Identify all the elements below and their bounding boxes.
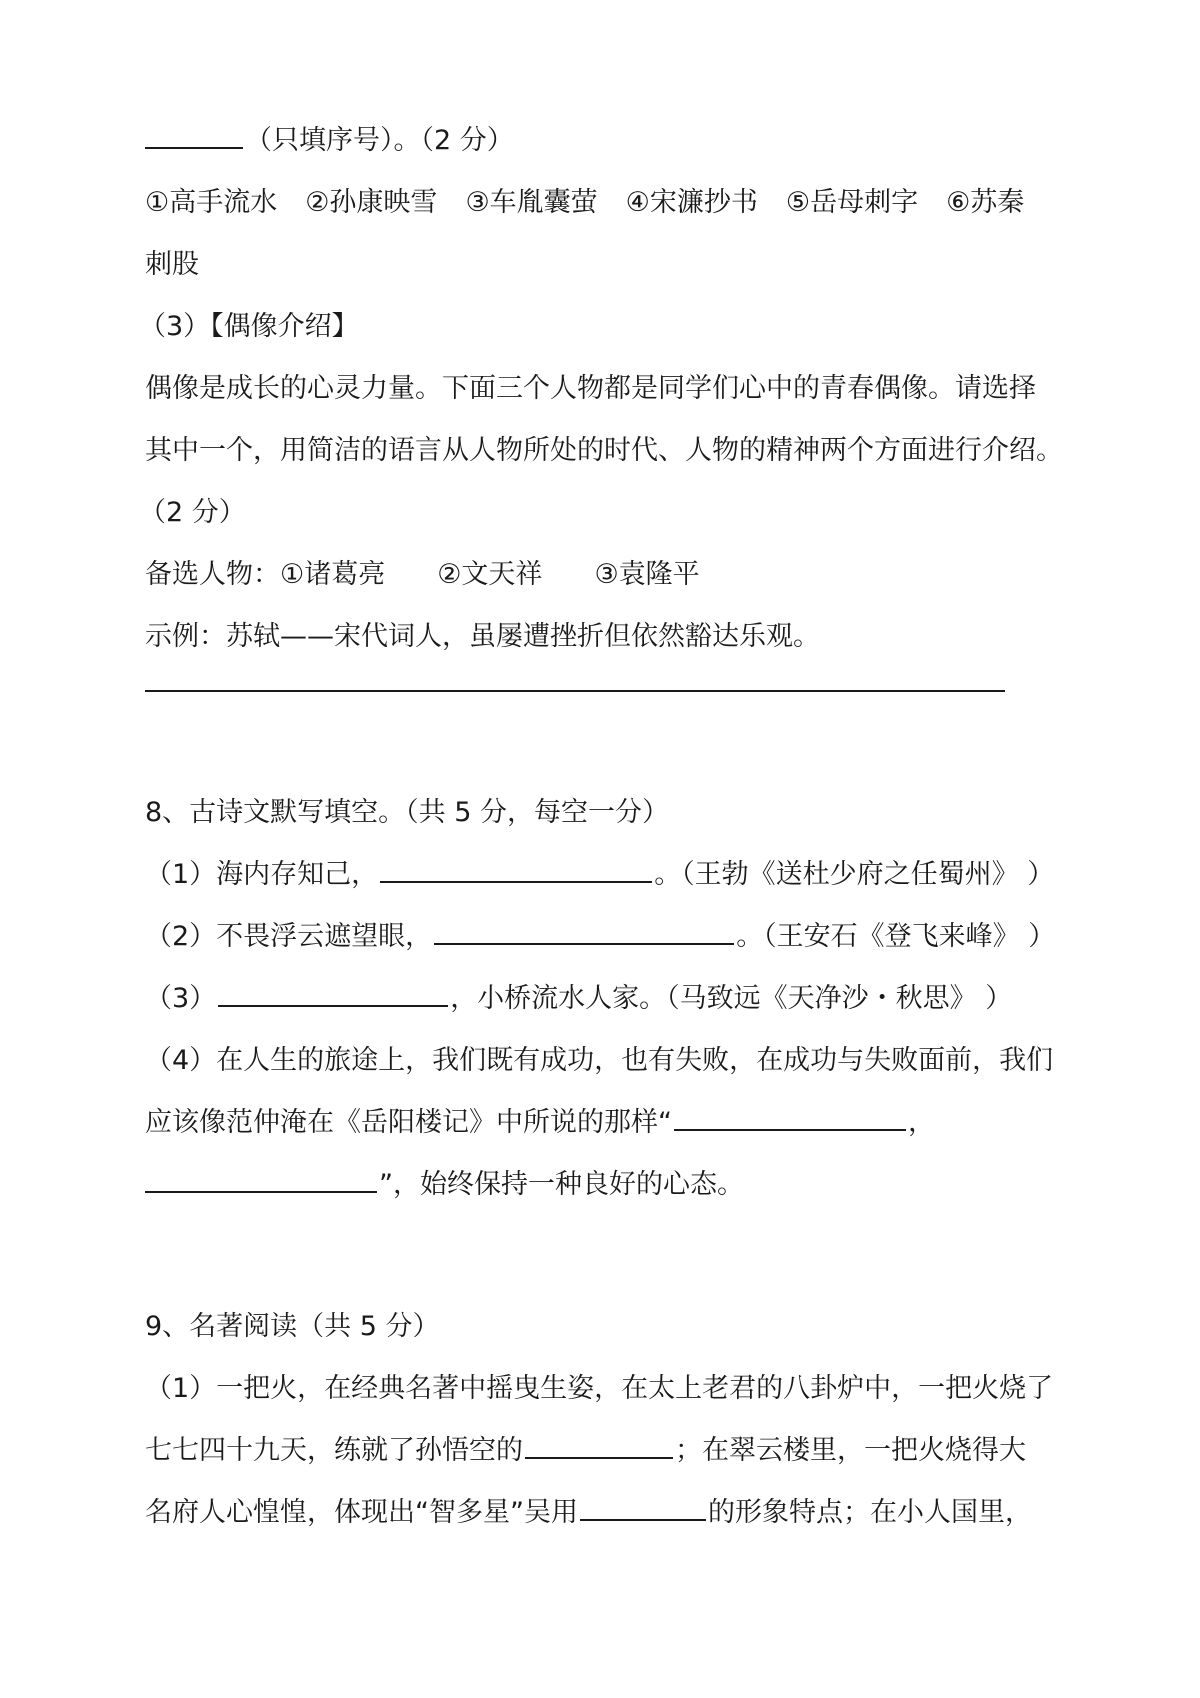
q9-line-2 (145, 1420, 1095, 1482)
q3-heading: （3）【偶像介绍】 (139, 311, 359, 342)
q9-line-3-text: 名府人心惶惶，体现出“智多星”吴用 (145, 1497, 578, 1528)
q9-line-3 (145, 1482, 1095, 1544)
q3-score: （2 分） (139, 497, 246, 528)
blank-answer[interactable] (145, 1165, 377, 1193)
blank-answer[interactable] (145, 121, 243, 149)
candidate-1: ①诸葛亮 (280, 559, 386, 590)
blank-answer[interactable] (434, 917, 734, 945)
comma: ， (908, 1107, 935, 1138)
q8-item-2-text: （2）不畏浮云遮望眼， (145, 921, 433, 952)
q8-item-4: （4）在人生的旅途上，我们既有成功，也有失败，在成功与失败面前，我们 (145, 1045, 1054, 1076)
q3-example: 示例：苏轼——宋代词人，虽屡遭挫折但依然豁达乐观。 (145, 621, 820, 652)
q8-title: 8、古诗文默写填空。（共 5 分，每空一分） (145, 797, 670, 828)
options-line (145, 172, 1095, 234)
blank-answer[interactable] (525, 1431, 673, 1459)
q9-title: 9、名著阅读（共 5 分） (145, 1311, 440, 1342)
option-3: ③车胤囊萤 (465, 187, 598, 218)
q8-item-4-text: 应该像范仲淹在《岳阳楼记》中所说的那样“ (145, 1107, 672, 1138)
q9-line-3-tail: 的形象特点；在小人国里， (707, 1497, 1032, 1528)
blank-answer[interactable] (674, 1103, 906, 1131)
instruction-text: （只填序号）。（2 分） (245, 125, 514, 156)
q3-paragraph-1: 偶像是成长的心灵力量。下面三个人物都是同学们心中的青春偶像。请选择 (145, 373, 1036, 404)
option-4: ④宋濂抄书 (625, 187, 758, 218)
q8-item-3-text: ，小桥流水人家。（马致远《天净沙・秋思》 ） (450, 983, 1013, 1014)
q3-candidates (145, 544, 1095, 606)
line-top (145, 110, 1095, 172)
q8-item-4-tail: ”，始终保持一种良好的心态。 (379, 1169, 744, 1200)
q3-paragraph-2: 其中一个，用简洁的语言从人物所处的时代、人物的精神两个方面进行介绍。 (145, 435, 1063, 466)
q8-item-1 (145, 844, 1095, 906)
blank-answer[interactable] (218, 979, 448, 1007)
option-5: ⑤岳母刺字 (785, 187, 919, 218)
candidate-3: ③袁隆平 (594, 559, 700, 590)
q8-item-4-line-3 (145, 1154, 1095, 1216)
q9-line-2-text: 七七四十九天，练就了孙悟空的 (145, 1435, 523, 1466)
q8-item-4-line-2 (145, 1092, 1095, 1154)
q8-item-2 (145, 906, 1095, 968)
q8-item-2-source: 。（王安石《登飞来峰》 ） (736, 921, 1056, 952)
option-2: ②孙康映雪 (305, 187, 438, 218)
candidate-2: ②文天祥 (437, 559, 543, 590)
q8-item-1-text: （1）海内存知己， (145, 859, 379, 890)
q8-item-1-source: 。（王勃《送杜少府之任蜀州》 ） (654, 859, 1055, 890)
q9-line-2-tail: ；在翠云楼里，一把火烧得大 (675, 1435, 1026, 1466)
blank-answer[interactable] (580, 1493, 706, 1521)
blank-answer[interactable] (380, 855, 652, 883)
q9-line-1: （1）一把火，在经典名著中摇曳生姿，在太上老君的八卦炉中，一把火烧了 (145, 1373, 1054, 1404)
option-6: ⑥苏秦 (946, 187, 1025, 218)
candidate-label: 备选人物： (145, 559, 280, 590)
q8-item-3 (145, 968, 1095, 1030)
option-1: ①高手流水 (145, 187, 278, 218)
q8-item-3-label: （3） (145, 983, 217, 1014)
option-6-continued: 刺股 (145, 249, 199, 280)
